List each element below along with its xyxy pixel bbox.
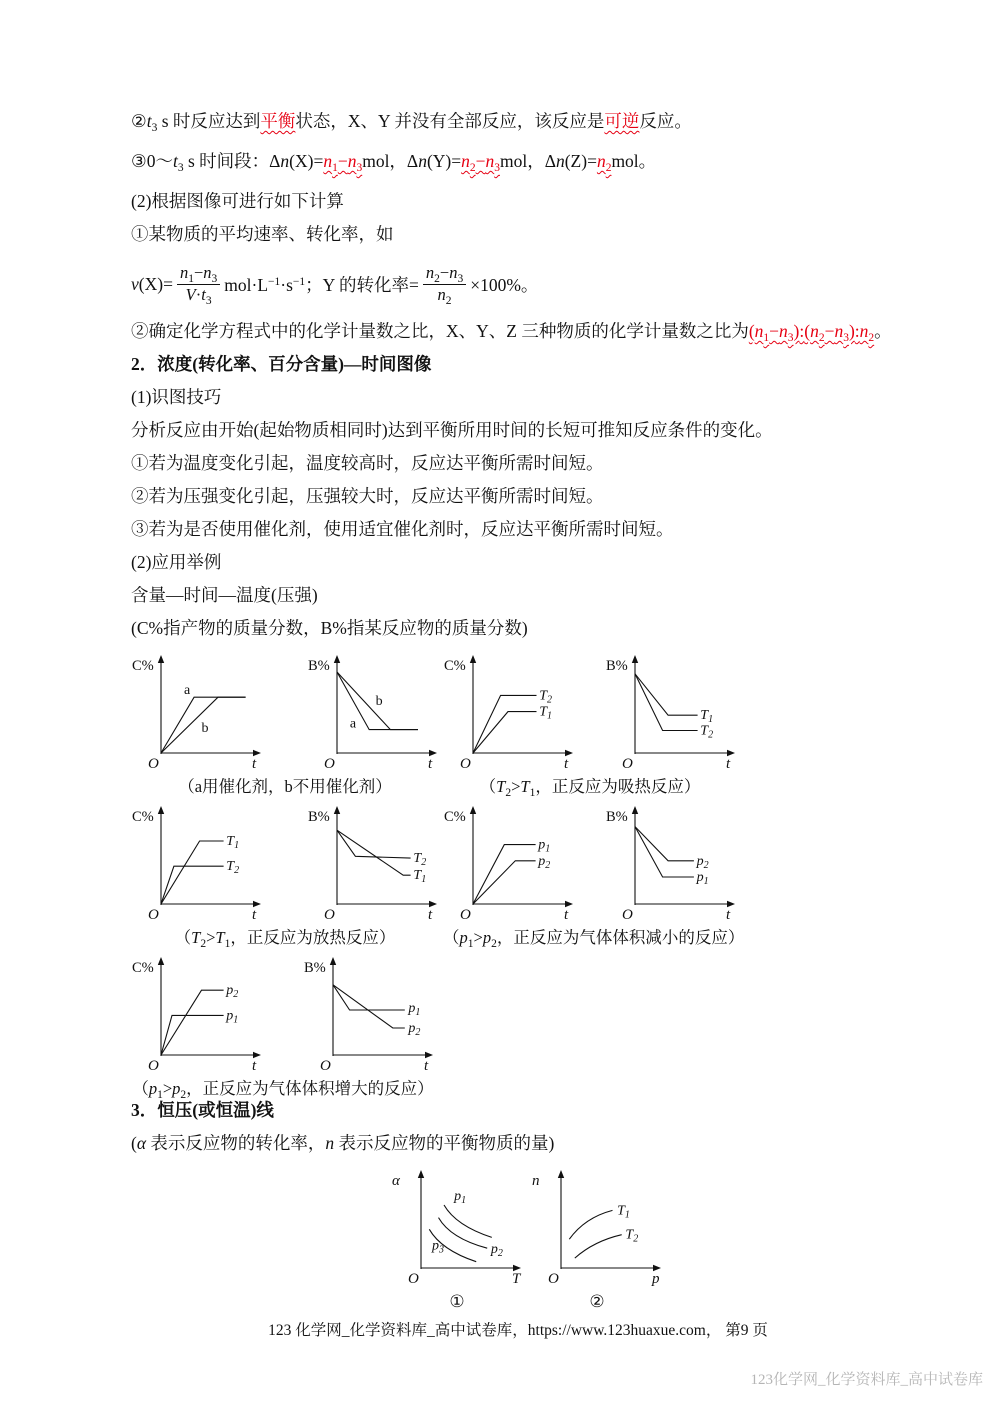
svg-text:t: t bbox=[726, 756, 731, 772]
svg-text:T1: $T_1$ bbox=[413, 868, 427, 886]
line-application: (2)应用举例 bbox=[131, 552, 222, 572]
svg-text:T2: $T_2$ bbox=[625, 1227, 639, 1245]
svg-text:b: b bbox=[375, 693, 383, 709]
formula-lead: v(X)= bbox=[131, 273, 173, 294]
chart-caption-exothermic: （$T_2>T_1$，正反应为放热反应） bbox=[174, 928, 396, 950]
svg-text:O: O bbox=[622, 907, 633, 923]
chart-group-endothermic bbox=[443, 651, 737, 799]
rate-formula bbox=[131, 257, 905, 311]
line-stoichiometric-ratio: ②确定化学方程式中的化学计量数之比，X、Y、Z 三种物质的化学计量数之比为$(n_1-n_3):(n_2-n_3):n_2$。 bbox=[131, 321, 892, 344]
svg-text:C%: C% bbox=[132, 809, 154, 825]
svg-text:T1: $T_1$ bbox=[617, 1203, 630, 1221]
svg-text:O: O bbox=[460, 756, 471, 772]
formula-mid: $mol\cdot L^{-1}\cdot s^{-1}$；Y 的转化率= bbox=[224, 274, 419, 295]
svg-text:O: O bbox=[324, 756, 335, 772]
fraction-numerator: $n_2-n_3$ bbox=[423, 264, 466, 284]
svg-text:C%: C% bbox=[132, 658, 154, 674]
svg-text:T2: $T_2$ bbox=[413, 851, 427, 869]
formula-tail: ×100%。 bbox=[470, 274, 539, 295]
chart-group-pressure-decrease bbox=[443, 802, 745, 950]
page-footer: 123 化学网_化学资料库_高中试卷库，https://www.123huaxue.com， 第9 页 bbox=[268, 1322, 768, 1339]
svg-text:t: t bbox=[252, 907, 257, 923]
svg-text:T2: $T_2$ bbox=[539, 688, 552, 706]
line-content-time-temp: 含量—时间—温度(压强) bbox=[131, 585, 318, 605]
svg-text:b: b bbox=[201, 720, 209, 736]
chart-row-4 bbox=[391, 1166, 905, 1312]
line-pressure-rule: ②若为压强变化引起，压强较大时，反应达平衡所需时间短。 bbox=[131, 486, 604, 506]
svg-text:O: O bbox=[148, 1058, 159, 1074]
chart-bpercent-time-pressure-decrease bbox=[605, 802, 737, 928]
heading-section-2: 2．浓度(转化率、百分含量)—时间图像 bbox=[131, 354, 432, 374]
svg-text:a: a bbox=[184, 683, 191, 698]
svg-text:T2: $T_2$ bbox=[226, 859, 240, 877]
line-catalyst-rule: ③若为是否使用催化剂，使用适宜催化剂时，反应达平衡所需时间短。 bbox=[131, 519, 674, 539]
chart-cpercent-time-pressure-increase bbox=[131, 953, 263, 1079]
line-equilibrium-reversible: $②t_3$ s 时反应达到平衡状态，X、Y 并没有全部反应，该反应是可逆反应。 bbox=[131, 111, 692, 134]
svg-text:O: O bbox=[148, 756, 159, 772]
svg-text:p1: $p_1$ bbox=[408, 1001, 421, 1019]
svg-text:O: O bbox=[622, 756, 633, 772]
line-rate-conversion: ①某物质的平均速率、转化率，如 bbox=[131, 224, 394, 244]
svg-text:p2: $p_2$ bbox=[696, 853, 709, 871]
chart-alpha-vs-temperature bbox=[391, 1166, 523, 1292]
svg-text:T: T bbox=[512, 1271, 521, 1287]
svg-text:O: O bbox=[324, 907, 335, 923]
chart-caption-endothermic: （$T_2>T_1$，正反应为吸热反应） bbox=[479, 777, 701, 799]
chart-bpercent-time-temp-endo bbox=[605, 651, 737, 777]
chart-group-exothermic bbox=[131, 802, 439, 950]
fraction-numerator: $n_1-n_3$ bbox=[177, 264, 220, 284]
chart-bpercent-time-catalyst bbox=[307, 651, 439, 777]
chart-cpercent-time-temp-exo bbox=[131, 802, 263, 928]
fraction-conversion bbox=[423, 263, 466, 307]
svg-text:T1: $T_1$ bbox=[539, 704, 552, 722]
chart-group-n-p bbox=[531, 1166, 663, 1312]
line-temperature-rule: ①若为温度变化引起，温度较高时，反应达平衡所需时间短。 bbox=[131, 453, 604, 473]
svg-text:t: t bbox=[428, 756, 433, 772]
svg-text:B%: B% bbox=[606, 658, 628, 674]
svg-text:n: n bbox=[532, 1173, 540, 1189]
svg-text:a: a bbox=[349, 716, 357, 732]
chart-caption-catalyst: （a用催化剂，b不用催化剂） bbox=[178, 777, 392, 796]
svg-text:O: O bbox=[548, 1271, 559, 1287]
svg-text:T2: $T_2$ bbox=[700, 723, 714, 741]
svg-text:p2: $p_2$ bbox=[226, 983, 239, 1001]
fraction-rate bbox=[177, 263, 220, 307]
fraction-denominator: $V\cdot t_3$ bbox=[185, 284, 212, 307]
fraction-denominator: $n_2$ bbox=[437, 284, 452, 307]
svg-text:t: t bbox=[564, 756, 569, 772]
svg-text:C%: C% bbox=[132, 960, 154, 976]
chart-cpercent-time-pressure-decrease bbox=[443, 802, 575, 928]
svg-text:B%: B% bbox=[606, 809, 628, 825]
chart-group-alpha-t bbox=[391, 1166, 523, 1312]
line-alpha-n-definition: (α 表示反应物的转化率，n 表示反应物的平衡物质的量) bbox=[131, 1133, 555, 1153]
svg-text:O: O bbox=[408, 1271, 419, 1287]
svg-text:t: t bbox=[252, 1058, 257, 1074]
chart-number-2: ② bbox=[589, 1292, 605, 1311]
svg-text:p: p bbox=[652, 1271, 660, 1287]
svg-text:t: t bbox=[428, 907, 433, 923]
chart-group-pressure-increase bbox=[131, 953, 435, 1101]
chart-row-3 bbox=[131, 953, 905, 1101]
chart-cpercent-time-temp-endo bbox=[443, 651, 575, 777]
svg-text:p1: $p_1$ bbox=[454, 1189, 467, 1206]
svg-text:C%: C% bbox=[444, 809, 466, 825]
svg-text:p3: $p_3$ bbox=[432, 1238, 444, 1256]
line-delta-n: $③0\sim t_3$ s 时间段：$\Delta n(X)=n_1-n_3mol$，$\Delta n(Y)=n_2-n_3mol$，$\Delta n(Z)=n_2mol$。 bbox=[131, 151, 657, 174]
chart-caption-pressure-decrease: （$p_1>p_2$，正反应为气体体积减小的反应） bbox=[443, 928, 745, 950]
chart-bpercent-time-temp-exo bbox=[307, 802, 439, 928]
chart-caption-pressure-increase: （$p_1>p_2$，正反应为气体体积增大的反应） bbox=[132, 1079, 434, 1101]
svg-text:t: t bbox=[252, 756, 257, 772]
svg-text:T1: $T_1$ bbox=[700, 708, 714, 726]
svg-text:C%: C% bbox=[444, 658, 466, 674]
svg-text:α: α bbox=[392, 1173, 400, 1189]
chart-number-1: ① bbox=[449, 1292, 465, 1311]
svg-text:O: O bbox=[460, 907, 471, 923]
svg-text:O: O bbox=[320, 1058, 331, 1074]
svg-text:p2: $p_2$ bbox=[408, 1021, 421, 1038]
heading-section-3: 3．恒压(或恒温)线 bbox=[131, 1100, 274, 1120]
svg-text:t: t bbox=[726, 907, 731, 923]
svg-text:t: t bbox=[564, 907, 569, 923]
svg-text:p1: $p_1$ bbox=[538, 837, 551, 855]
svg-text:p2: $p_2$ bbox=[490, 1242, 503, 1260]
svg-text:B%: B% bbox=[308, 658, 330, 674]
svg-text:t: t bbox=[424, 1058, 429, 1074]
line-analysis: 分析反应由开始(起始物质相同时)达到平衡所用时间的长短可推知反应条件的变化。 bbox=[131, 420, 773, 440]
chart-row-1 bbox=[131, 651, 905, 799]
line-calc-intro: (2)根据图像可进行如下计算 bbox=[131, 191, 344, 211]
chart-group-catalyst bbox=[131, 651, 439, 796]
chart-row-2 bbox=[131, 802, 905, 950]
svg-text:p1: $p_1$ bbox=[696, 870, 709, 887]
svg-text:B%: B% bbox=[308, 809, 330, 825]
chart-bpercent-time-pressure-increase bbox=[303, 953, 435, 1079]
chart-n-vs-pressure bbox=[531, 1166, 663, 1292]
svg-text:B%: B% bbox=[304, 960, 326, 976]
svg-text:O: O bbox=[148, 907, 159, 923]
svg-text:p1: $p_1$ bbox=[226, 1008, 239, 1026]
line-reading-skill: (1)识图技巧 bbox=[131, 387, 222, 407]
watermark-text: 123化学网_化学资料库_高中试卷库 bbox=[750, 1372, 983, 1388]
chart-cpercent-time-catalyst bbox=[131, 651, 263, 777]
line-cpercent-definition: (C%指产物的质量分数，B%指某反应物的质量分数) bbox=[131, 618, 528, 638]
svg-text:p2: $p_2$ bbox=[538, 853, 551, 871]
svg-text:T1: $T_1$ bbox=[226, 834, 240, 851]
